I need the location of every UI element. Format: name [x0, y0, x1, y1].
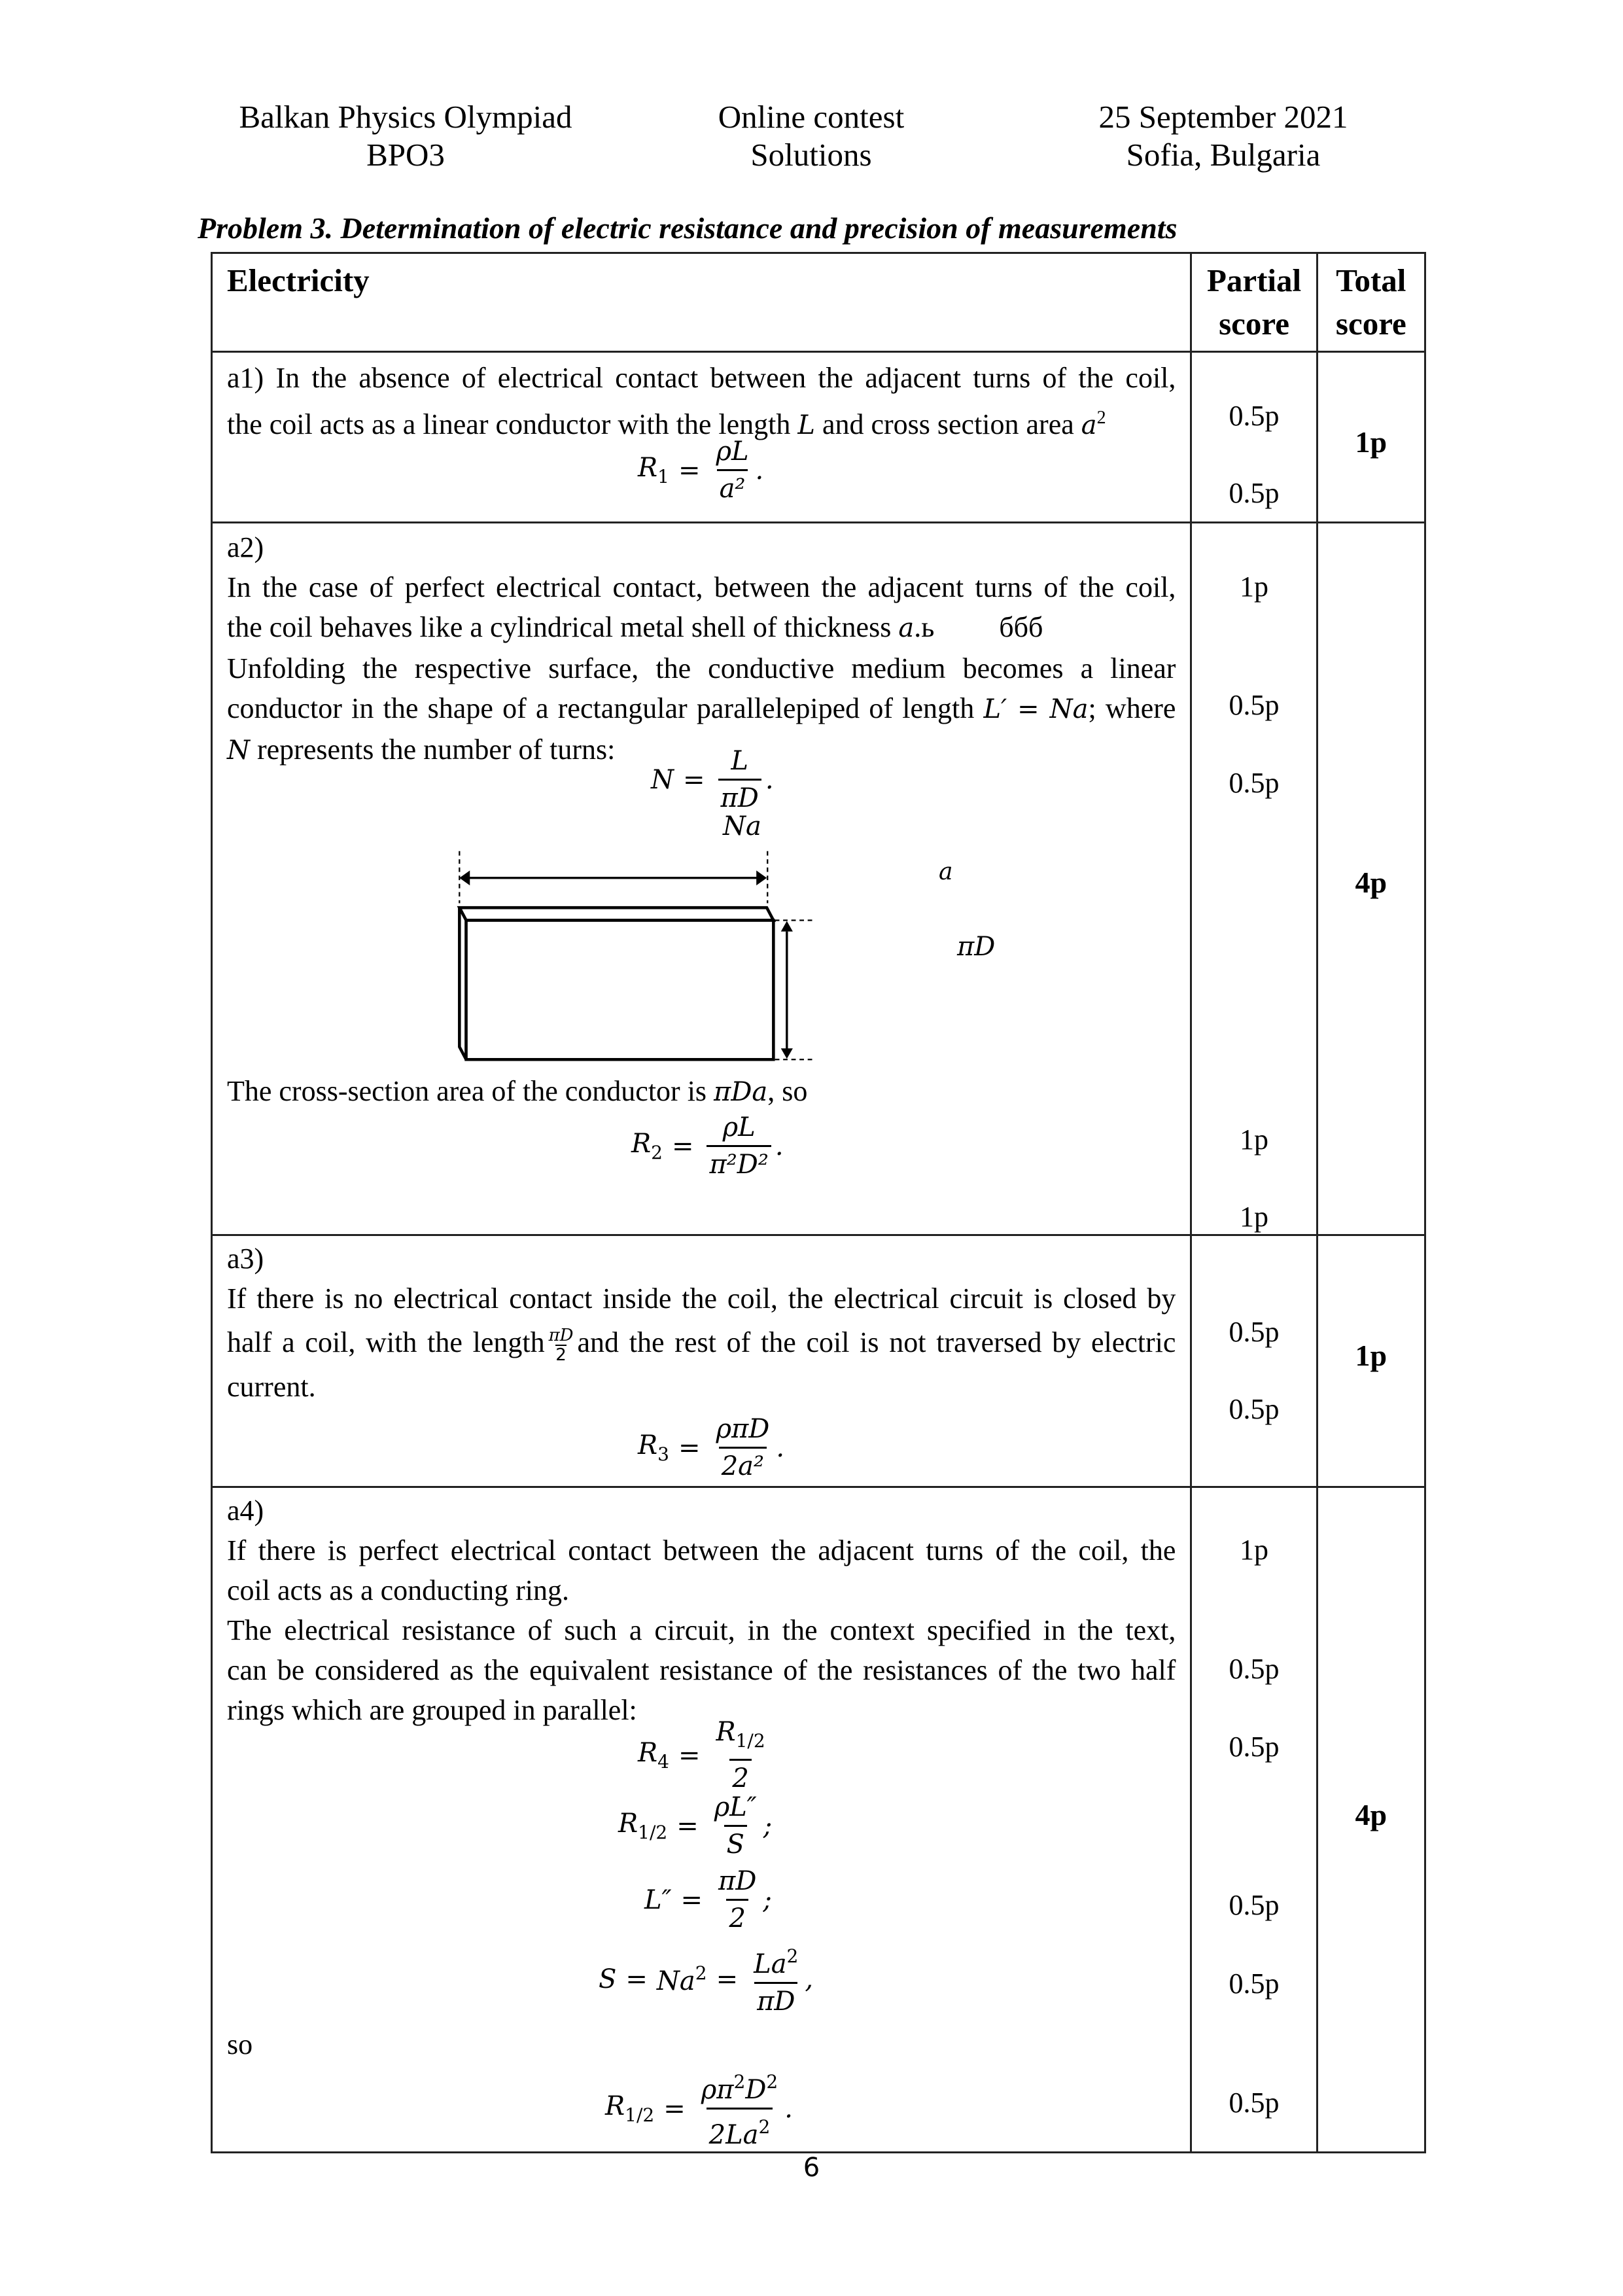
a4-line-5: rings which are grouped in parallel:: [227, 1694, 637, 1726]
olympiad-code: BPO3: [366, 137, 445, 173]
a1-partial-scores: [1191, 352, 1317, 523]
diagram-label-a: a: [939, 858, 953, 885]
partial-score: 0.5p: [1229, 1316, 1280, 1348]
partial-score: 0.5p: [1229, 1731, 1280, 1763]
a2-line-3: Unfolding the respective surface, the conductive medium becomes a linear: [227, 652, 1176, 684]
equation-r-half-result: $R_{1/2}$ = $\frac{\rho\pi^2D^2}{2La^2}$ .: [605, 2071, 793, 2150]
partial-header-line2: score: [1219, 306, 1290, 342]
a2-partial-scores: [1191, 523, 1317, 1235]
total-score: 1p: [1355, 1339, 1387, 1372]
a3-line-3: current.: [227, 1371, 316, 1403]
table-row-a1: [212, 352, 1425, 523]
equation-r3: $R_3$ = $\frac{\text{ρπD}}{\text{2a²}}$ .: [638, 1414, 785, 1481]
inline-fraction-pid-over-2: $\frac{\pi D}{2}$: [548, 1325, 574, 1365]
document-type: Solutions: [750, 137, 872, 173]
a1-total-score: [1317, 352, 1425, 523]
equation-l-double-prime: L″ = $\frac{\pi D}{2}$ ;: [644, 1866, 772, 1934]
equation-r1: $R_1$ = $\frac{\rho L}{\text{a²}}$ .: [638, 436, 764, 504]
partial-score: 0.5p: [1229, 767, 1280, 799]
partial-score: 1p: [1240, 1201, 1269, 1233]
total-score: 4p: [1355, 1798, 1387, 1831]
contest-location: Sofia, Bulgaria: [1126, 137, 1321, 173]
partial-score: 0.5p: [1229, 1889, 1280, 1921]
equation-r2: $R_2$ = $\frac{\rho L}{\text{π²D²}}$ .: [631, 1112, 784, 1180]
equation-n: N = $\frac{L}{\pi D}$ .: [651, 746, 774, 813]
partial-score: 0.5p: [1229, 689, 1280, 721]
a2-cross-section-line: The cross-section area of the conductor is πDa, so: [227, 1075, 808, 1107]
a2-line-1: In the case of perfect electrical contact, between the adjacent turns of the coil,: [227, 571, 1176, 603]
so-label: so: [227, 2028, 253, 2060]
diagram-label-na: Na: [723, 811, 761, 841]
partial-score: 1p: [1240, 1123, 1269, 1156]
partial-header-line1: Partial: [1206, 262, 1302, 298]
a1-content: [212, 352, 1191, 523]
partial-score-header: [1191, 253, 1317, 352]
a2-content: [212, 523, 1191, 1235]
a3-label: a3): [227, 1243, 264, 1275]
partial-score: 0.5p: [1229, 477, 1280, 509]
header-center: [654, 98, 968, 174]
a4-line-4: can be considered as the equivalent resistance of the resistances of the two half: [227, 1654, 1176, 1686]
a1-line-2: the coil acts as a linear conductor with the length L and cross section area $a^2$: [227, 408, 1106, 440]
a4-label: a4): [227, 1494, 264, 1527]
a2-total-score: [1317, 523, 1425, 1235]
parallelepiped-diagram: [455, 836, 991, 1074]
a3-content: [212, 1235, 1191, 1487]
total-score: 1p: [1355, 425, 1387, 459]
a4-line-2: coil acts as a conducting ring.: [227, 1574, 569, 1606]
a4-content: [212, 1487, 1191, 2153]
total-score-header: [1317, 253, 1425, 352]
table-row-a3: [212, 1235, 1425, 1487]
contest-type: Online contest: [718, 99, 905, 135]
diagram-label-pid: πD: [957, 932, 996, 962]
a1-line-1: a1) In the absence of electrical contact between the adjacent turns of the coil,: [227, 362, 1176, 394]
equation-r4: $R_4$ = $\frac{R_{1/2}}{2}$: [638, 1717, 765, 1793]
partial-score: 0.5p: [1229, 1653, 1280, 1685]
section-header: Electricity: [212, 253, 1191, 352]
page-number: 6: [803, 2153, 820, 2183]
header-right: [1021, 98, 1426, 174]
a3-partial-scores: [1191, 1235, 1317, 1487]
contest-date: 25 September 2021: [1098, 99, 1348, 135]
a2-line-4: conductor in the shape of a rectangular parallelepiped of length L′ = Na; where: [227, 692, 1176, 724]
header-left: [196, 98, 615, 174]
total-score: 4p: [1355, 866, 1387, 899]
olympiad-name: Balkan Physics Olympiad: [239, 99, 572, 135]
table-row-a4: [212, 1487, 1425, 2153]
total-header-line1: Total: [1336, 262, 1406, 298]
partial-score: 0.5p: [1229, 1393, 1280, 1425]
problem-title: Problem 3. Determination of electric resistance and precision of measurements: [198, 211, 1178, 245]
a2-line-2: the coil behaves like a cylindrical metal shell of thickness a.ь ббб: [227, 611, 1043, 643]
table-header-row: [212, 253, 1425, 352]
partial-score: 0.5p: [1229, 1968, 1280, 2000]
solution-table: [211, 252, 1426, 2153]
a3-line-1: If there is no electrical contact inside the coil, the electrical circuit is closed by: [227, 1282, 1176, 1315]
a4-line-3: The electrical resistance of such a circuit, in the context specified in the text,: [227, 1614, 1176, 1646]
a4-total-score: [1317, 1487, 1425, 2153]
partial-score: 0.5p: [1229, 400, 1280, 432]
partial-score: 1p: [1240, 1534, 1269, 1566]
a4-partial-scores: [1191, 1487, 1317, 2153]
table-row-a2: [212, 523, 1425, 1235]
a3-line-2: half a coil, with the length $\frac{\pi D}{2}$ and the rest of the coil is not traversed by electric: [227, 1325, 1176, 1365]
a3-total-score: [1317, 1235, 1425, 1487]
partial-score: 1p: [1240, 571, 1269, 603]
total-header-line2: score: [1335, 306, 1406, 342]
a2-line-5: N represents the number of turns:: [227, 733, 616, 766]
a4-line-1: If there is perfect electrical contact between the adjacent turns of the coil, the: [227, 1534, 1176, 1566]
equation-s: S = Na$^2$ = $\frac{La^2}{\pi D}$ ,: [599, 1945, 814, 2017]
equation-r-half-def: $R_{1/2}$ = $\frac{\rho L''}{S}$ ;: [618, 1792, 773, 1860]
partial-score: 0.5p: [1229, 2087, 1280, 2119]
a2-label: a2): [227, 531, 264, 563]
